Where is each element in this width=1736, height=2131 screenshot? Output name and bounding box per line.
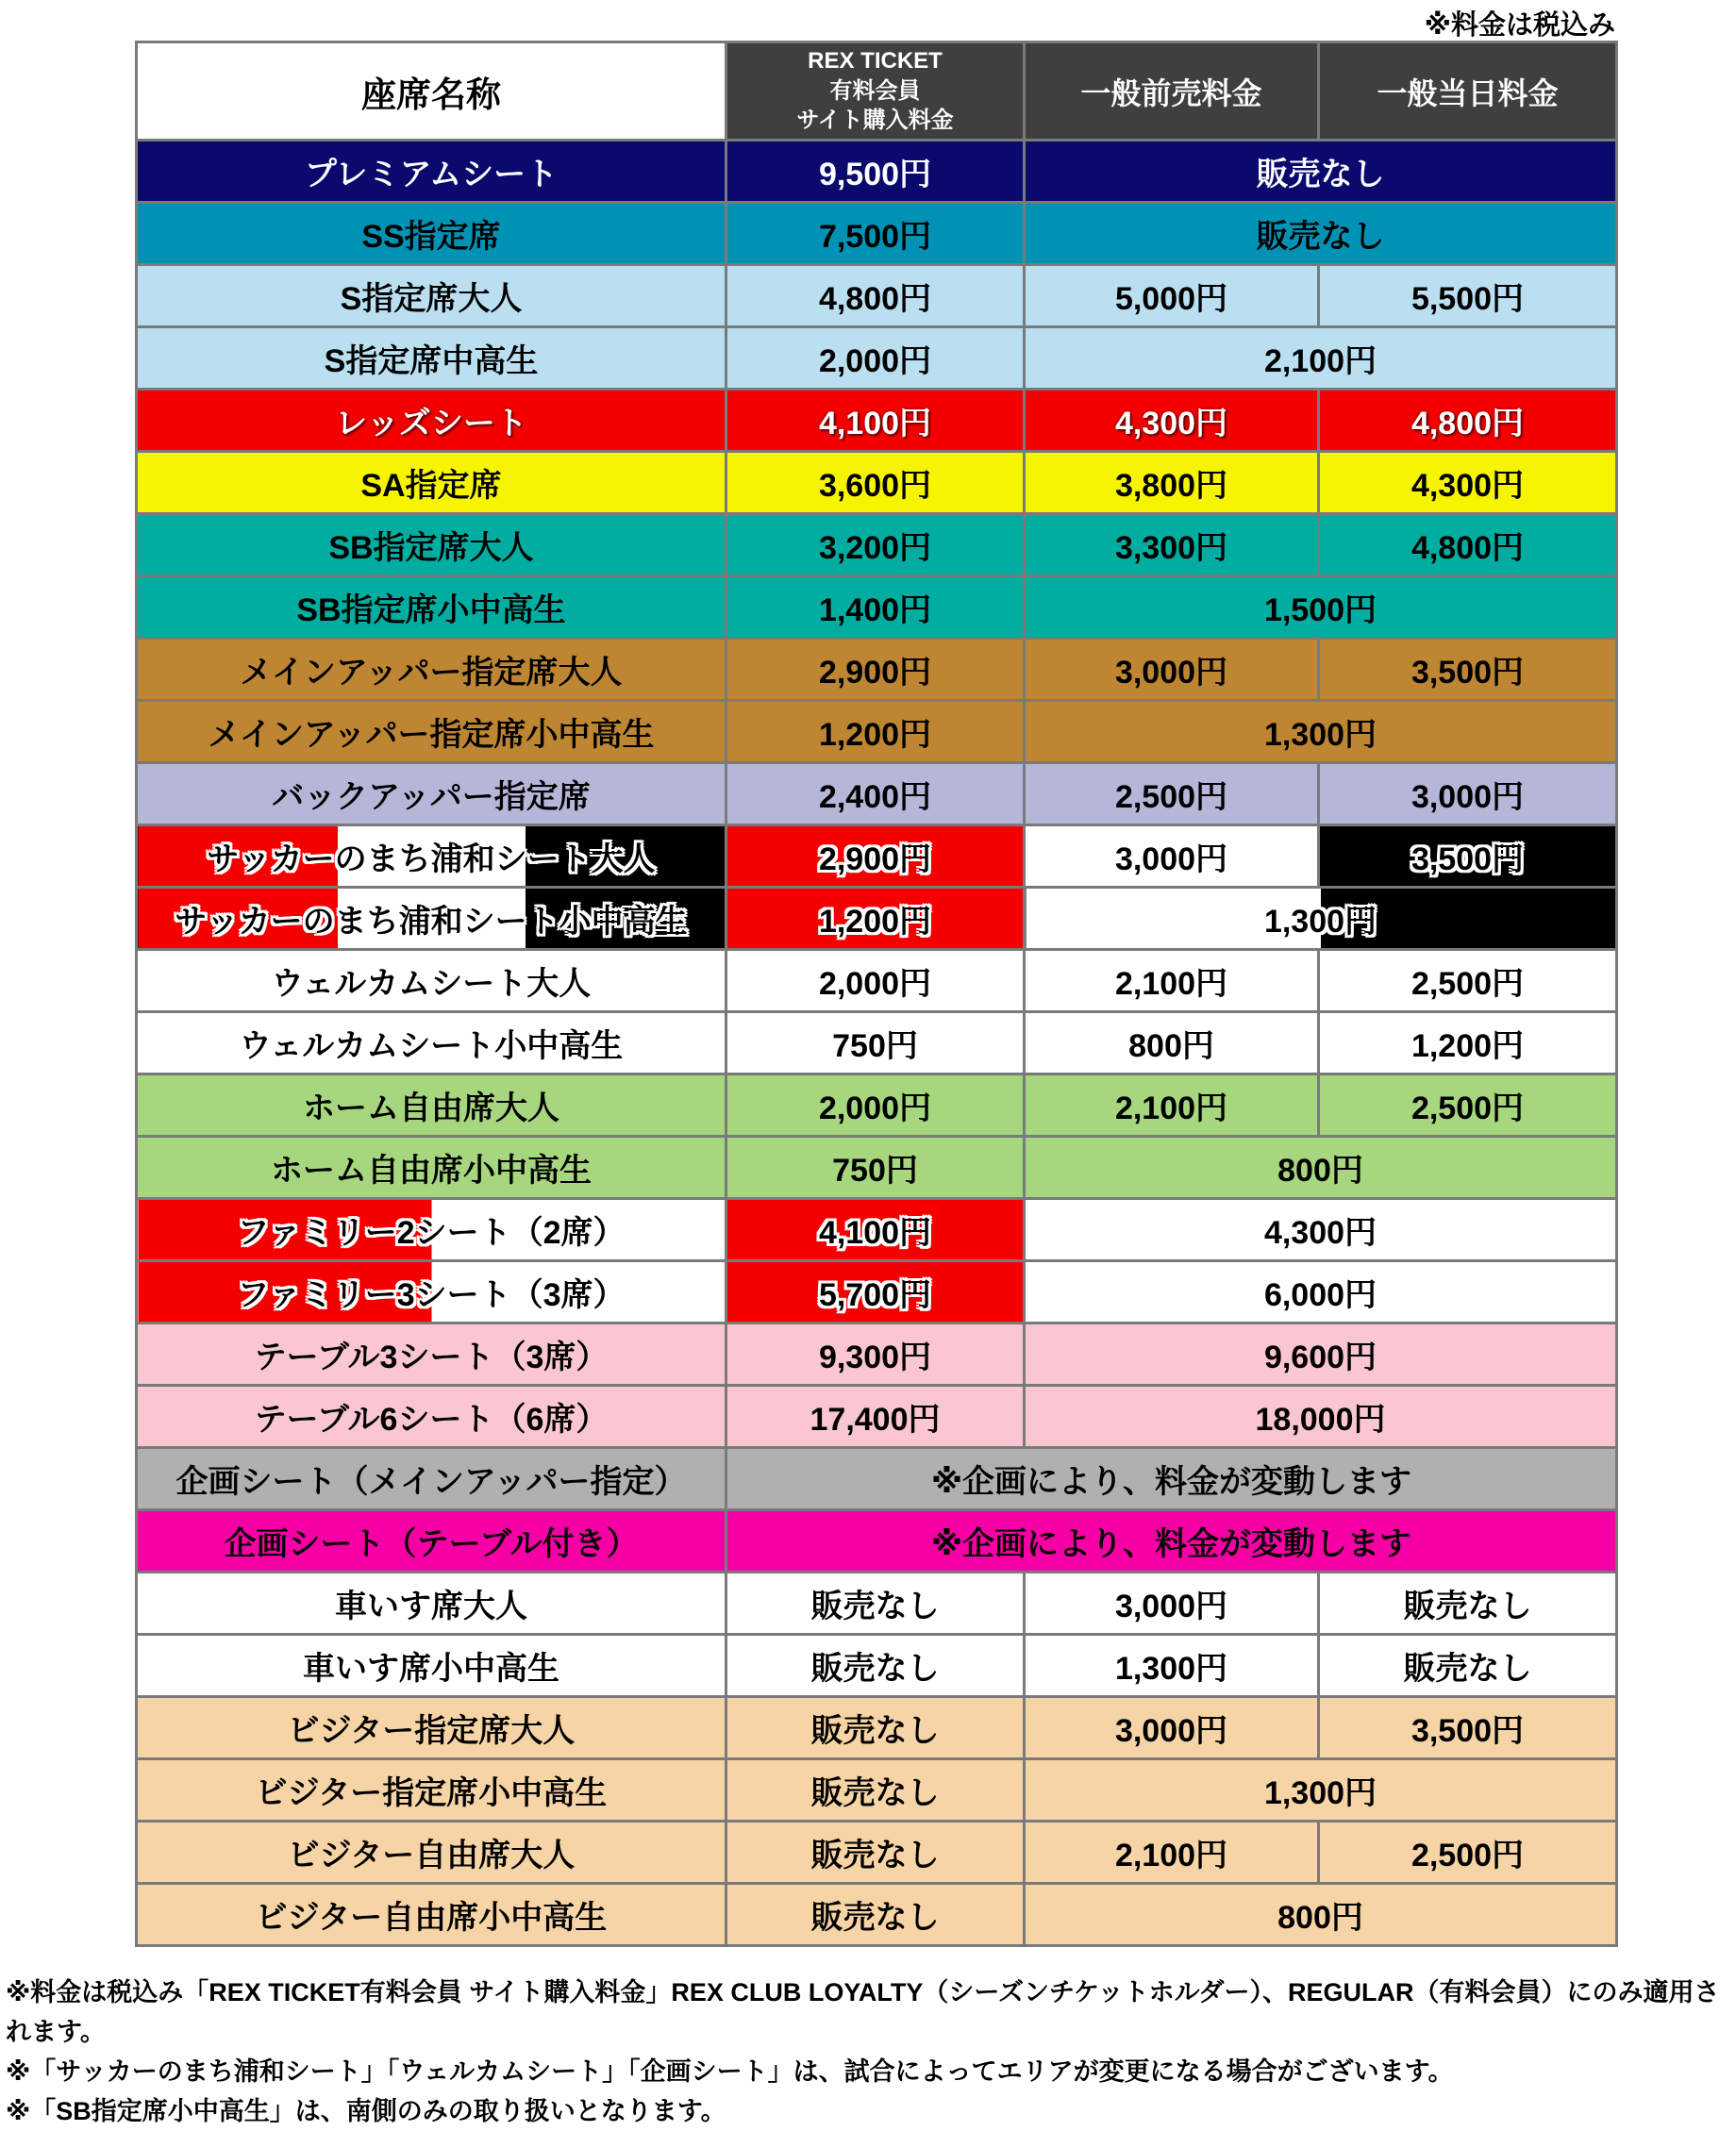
footnote: ※「SB指定席小中高生」は、南側のみの取り扱いとなります。 <box>6 2096 726 2125</box>
price-cell: 6,000円 <box>1025 1261 1617 1324</box>
price-cell: 800円 <box>1025 1012 1319 1074</box>
seat-name-cell: SB指定席小中高生 <box>137 576 726 639</box>
price-cell: 5,500円 <box>1319 265 1617 327</box>
price-cell: 3,000円 <box>1025 639 1319 701</box>
price-cell: 1,400円 <box>726 576 1025 639</box>
price-cell: 販売なし <box>726 1635 1025 1697</box>
table-row <box>137 265 1617 327</box>
table-row <box>137 950 1617 1012</box>
price-cell: 2,100円 <box>1025 950 1319 1012</box>
table-row <box>137 763 1617 825</box>
rex-header-line2: 有料会員 <box>829 77 921 104</box>
seat-name-cell: テーブル3シート（3席） <box>137 1324 726 1386</box>
table-row <box>137 639 1617 701</box>
price-cell: 2,900円 <box>726 639 1025 701</box>
table-row <box>137 1012 1617 1074</box>
price-table-body <box>137 141 1617 1946</box>
price-cell: 2,500円 <box>1319 1822 1617 1884</box>
seat-name-cell: ファミリー3シート（3席） <box>137 1261 726 1324</box>
table-row <box>137 514 1617 576</box>
table-row <box>137 1822 1617 1884</box>
price-cell: 3,000円 <box>1319 763 1617 825</box>
seat-name-cell: ウェルカムシート小中高生 <box>137 1012 726 1074</box>
seat-name-cell: S指定席大人 <box>137 265 726 327</box>
price-cell: 3,500円 <box>1319 1697 1617 1759</box>
table-row <box>137 1697 1617 1759</box>
price-cell: 1,200円 <box>1319 1012 1617 1074</box>
seat-name-cell: SB指定席大人 <box>137 514 726 576</box>
price-cell: 4,300円 <box>1025 1199 1617 1261</box>
price-cell: 1,300円 <box>1025 888 1617 950</box>
price-cell: 3,000円 <box>1025 825 1319 888</box>
seat-name-cell: ホーム自由席小中高生 <box>137 1137 726 1199</box>
price-cell: 4,800円 <box>1319 390 1617 452</box>
price-cell: 2,000円 <box>726 950 1025 1012</box>
table-row <box>137 452 1617 514</box>
table-row <box>137 888 1617 950</box>
price-cell: 2,500円 <box>1025 763 1319 825</box>
price-cell: 1,300円 <box>1025 701 1617 763</box>
seat-name-cell: 車いす席大人 <box>137 1573 726 1635</box>
seat-name-cell: SS指定席 <box>137 203 726 265</box>
seat-name-cell: ファミリー2シート（2席） <box>137 1199 726 1261</box>
seat-name-cell: ホーム自由席大人 <box>137 1074 726 1137</box>
price-cell: 2,100円 <box>1025 327 1617 390</box>
footnote: ※料金は税込み「REX TICKET有料会員 サイト購入料金」REX CLUB LOYALTY（シーズンチケットホルダー）、REGULAR（有料会員）にのみ適用されます。 <box>6 1978 1720 2046</box>
column-header-general-advance: 一般前売料金 <box>1025 42 1319 141</box>
table-row <box>137 576 1617 639</box>
price-cell: 1,200円 <box>726 701 1025 763</box>
price-cell: 750円 <box>726 1137 1025 1199</box>
rex-header-line3: サイト購入料金 <box>796 108 954 134</box>
table-row <box>137 1386 1617 1448</box>
seat-name-cell: メインアッパー指定席大人 <box>137 639 726 701</box>
price-cell: 2,500円 <box>1319 950 1617 1012</box>
seat-name-cell: テーブル6シート（6席） <box>137 1386 726 1448</box>
table-row <box>137 141 1617 203</box>
ticket-price-table-wrap <box>135 41 1615 1947</box>
seat-name-cell: ビジター指定席大人 <box>137 1697 726 1759</box>
price-cell: 販売なし <box>1319 1573 1617 1635</box>
table-row <box>137 390 1617 452</box>
table-row <box>137 203 1617 265</box>
price-cell: 1,300円 <box>1025 1759 1617 1822</box>
price-cell: 2,100円 <box>1025 1822 1319 1884</box>
price-cell: 5,000円 <box>1025 265 1319 327</box>
price-cell: 2,000円 <box>726 327 1025 390</box>
price-cell: 4,300円 <box>1319 452 1617 514</box>
price-cell: ※企画により、料金が変動します <box>726 1510 1617 1573</box>
price-cell: 1,300円 <box>1025 1635 1319 1697</box>
price-cell: 1,500円 <box>1025 576 1617 639</box>
price-cell: 9,600円 <box>1025 1324 1617 1386</box>
price-cell: 3,300円 <box>1025 514 1319 576</box>
price-cell: 3,000円 <box>1025 1697 1319 1759</box>
table-row <box>137 1759 1617 1822</box>
price-cell: 販売なし <box>726 1822 1025 1884</box>
seat-name-cell: S指定席中高生 <box>137 327 726 390</box>
column-header-general-sameday: 一般当日料金 <box>1319 42 1617 141</box>
table-row <box>137 1199 1617 1261</box>
seat-name-cell: 車いす席小中高生 <box>137 1635 726 1697</box>
price-cell: 750円 <box>726 1012 1025 1074</box>
price-cell: 4,100円 <box>726 1199 1025 1261</box>
price-cell: 2,100円 <box>1025 1074 1319 1137</box>
price-cell: 800円 <box>1025 1884 1617 1946</box>
price-cell: 販売なし <box>1319 1635 1617 1697</box>
table-row <box>137 1137 1617 1199</box>
price-cell: 3,200円 <box>726 514 1025 576</box>
seat-name-cell: レッズシート <box>137 390 726 452</box>
column-header-seat-name: 座席名称 <box>137 42 726 141</box>
seat-name-cell: SA指定席 <box>137 452 726 514</box>
seat-name-cell: ビジター指定席小中高生 <box>137 1759 726 1822</box>
price-cell: 3,500円 <box>1319 825 1617 888</box>
price-cell: 17,400円 <box>726 1386 1025 1448</box>
table-row <box>137 701 1617 763</box>
price-cell: 7,500円 <box>726 203 1025 265</box>
price-cell: 販売なし <box>726 1884 1025 1946</box>
price-cell: 2,000円 <box>726 1074 1025 1137</box>
price-cell: 3,500円 <box>1319 639 1617 701</box>
price-cell: 5,700円 <box>726 1261 1025 1324</box>
table-row <box>137 1261 1617 1324</box>
price-cell: 2,900円 <box>726 825 1025 888</box>
price-cell: 9,300円 <box>726 1324 1025 1386</box>
table-row <box>137 1448 1617 1510</box>
price-cell: 販売なし <box>726 1573 1025 1635</box>
price-cell: 1,200円 <box>726 888 1025 950</box>
seat-name-cell: ビジター自由席小中高生 <box>137 1884 726 1946</box>
price-cell: 4,300円 <box>1025 390 1319 452</box>
table-row <box>137 327 1617 390</box>
price-cell: ※企画により、料金が変動します <box>726 1448 1617 1510</box>
footnote: ※「サッカーのまち浦和シート」「ウェルカムシート」「企画シート」は、試合によってエリアが変更になる場合がございます。 <box>6 2056 1454 2086</box>
table-row <box>137 1573 1617 1635</box>
footnotes <box>6 1973 1730 2131</box>
header-row <box>137 42 1617 141</box>
seat-name-cell: ビジター自由席大人 <box>137 1822 726 1884</box>
price-cell: 3,800円 <box>1025 452 1319 514</box>
seat-name-cell: サッカーのまち浦和シート小中高生 <box>137 888 726 950</box>
rex-header-line1: REX TICKET <box>808 47 943 74</box>
seat-name-cell: 企画シート（メインアッパー指定） <box>137 1448 726 1510</box>
price-cell: 2,500円 <box>1319 1074 1617 1137</box>
price-cell: 3,600円 <box>726 452 1025 514</box>
price-cell: 18,000円 <box>1025 1386 1617 1448</box>
table-row <box>137 1510 1617 1573</box>
price-cell: 2,400円 <box>726 763 1025 825</box>
tax-included-note: ※料金は税込み <box>1424 10 1615 41</box>
price-cell: 4,800円 <box>726 265 1025 327</box>
price-cell: 3,000円 <box>1025 1573 1319 1635</box>
seat-name-cell: メインアッパー指定席小中高生 <box>137 701 726 763</box>
price-table <box>135 41 1618 1947</box>
price-cell: 9,500円 <box>726 141 1025 203</box>
table-row <box>137 1884 1617 1946</box>
seat-name-cell: プレミアムシート <box>137 141 726 203</box>
column-header-rex-ticket <box>726 42 1025 141</box>
price-cell: 販売なし <box>1025 203 1617 265</box>
table-row <box>137 825 1617 888</box>
price-cell: 販売なし <box>726 1759 1025 1822</box>
price-cell: 4,100円 <box>726 390 1025 452</box>
price-cell: 4,800円 <box>1319 514 1617 576</box>
seat-name-cell: バックアッパー指定席 <box>137 763 726 825</box>
table-row <box>137 1074 1617 1137</box>
seat-name-cell: サッカーのまち浦和シート大人 <box>137 825 726 888</box>
price-cell: 販売なし <box>726 1697 1025 1759</box>
price-cell: 800円 <box>1025 1137 1617 1199</box>
seat-name-cell: ウェルカムシート大人 <box>137 950 726 1012</box>
table-row <box>137 1635 1617 1697</box>
price-cell: 販売なし <box>1025 141 1617 203</box>
table-row <box>137 1324 1617 1386</box>
seat-name-cell: 企画シート（テーブル付き） <box>137 1510 726 1573</box>
